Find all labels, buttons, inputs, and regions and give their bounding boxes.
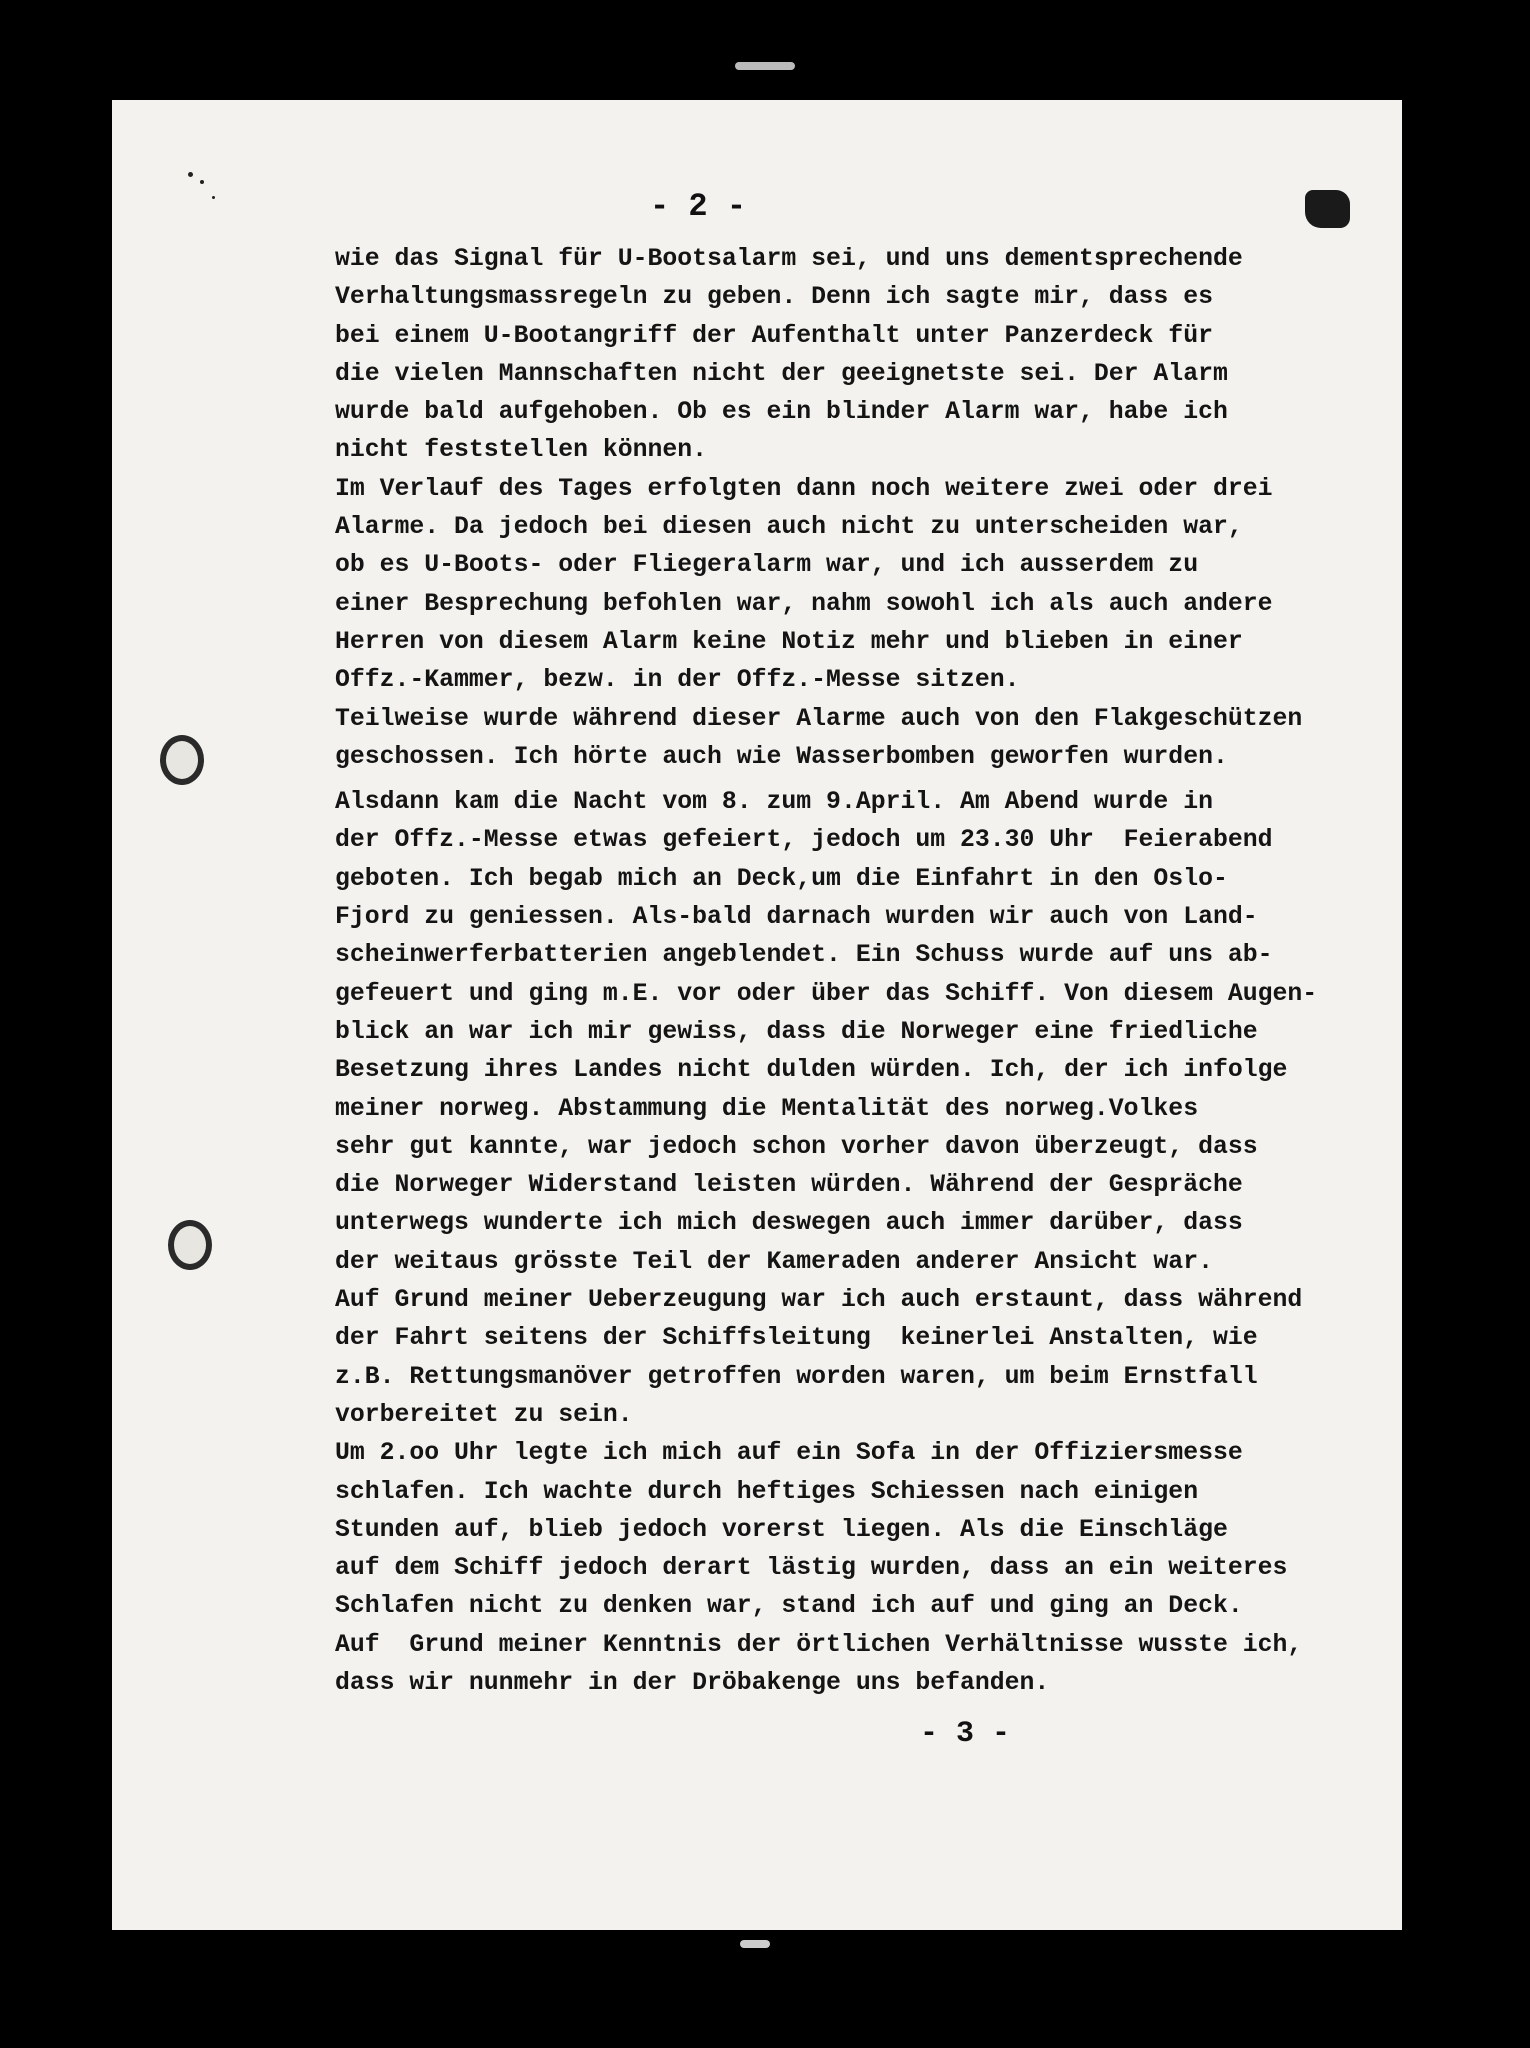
- text-line: Auf Grund meiner Ueberzeugung war ich auch erstaunt, dass während: [335, 1286, 1303, 1315]
- punch-hole-upper: [160, 735, 204, 785]
- punch-hole-lower: [168, 1220, 212, 1270]
- ink-speck: [200, 180, 204, 184]
- text-line: wurde bald aufgehoben. Ob es ein blinder Alarm war, habe ich: [335, 398, 1228, 427]
- text-line: nicht feststellen können.: [335, 436, 708, 465]
- text-line: unterwegs wunderte ich mich deswegen auch immer darüber, dass: [335, 1209, 1243, 1238]
- text-line: blick an war ich mir gewiss, dass die Norweger eine friedliche: [335, 1017, 1258, 1046]
- text-line: Im Verlauf des Tages erfolgten dann noch weitere zwei oder drei: [335, 474, 1273, 503]
- text-line: meiner norweg. Abstammung die Mentalität des norweg.Volkes: [335, 1094, 1199, 1123]
- text-line: dass wir nunmehr in der Dröbakenge uns befanden.: [335, 1668, 1050, 1697]
- text-line: auf dem Schiff jedoch derart lästig wurden, dass an ein weiteres: [335, 1554, 1288, 1583]
- text-line: Auf Grund meiner Kenntnis der örtlichen Verhältnisse wusste ich,: [335, 1630, 1303, 1659]
- text-line: vorbereitet zu sein.: [335, 1400, 633, 1429]
- text-line: bei einem U-Bootangriff der Aufenthalt unter Panzerdeck für: [335, 321, 1213, 350]
- text-line: ob es U-Boots- oder Fliegeralarm war, und ich ausserdem zu: [335, 551, 1199, 580]
- text-line: Besetzung ihres Landes nicht dulden würden. Ich, der ich infolge: [335, 1056, 1288, 1085]
- text-line: der weitaus grösste Teil der Kameraden anderer Ansicht war.: [335, 1247, 1213, 1276]
- text-line: gefeuert und ging m.E. vor oder über das Schiff. Von diesem Augen-: [335, 979, 1318, 1008]
- text-line: Stunden auf, blieb jedoch vorerst liegen. Als die Einschläge: [335, 1515, 1228, 1544]
- text-line: der Offz.-Messe etwas gefeiert, jedoch um 23.30 Uhr Feierabend: [335, 826, 1273, 855]
- text-line: scheinwerferbatterien angeblendet. Ein Schuss wurde auf uns ab-: [335, 941, 1273, 970]
- typewritten-body: [335, 240, 1375, 1702]
- text-line: z.B. Rettungsmanöver getroffen worden waren, um beim Ernstfall: [335, 1362, 1258, 1391]
- text-line: Schlafen nicht zu denken war, stand ich auf und ging an Deck.: [335, 1592, 1243, 1621]
- ink-stamp-mark: [1305, 190, 1350, 228]
- text-line: wie das Signal für U-Bootsalarm sei, und uns dementsprechende: [335, 245, 1243, 273]
- text-line: Herren von diesem Alarm keine Notiz mehr und blieben in einer: [335, 627, 1243, 656]
- text-line: die Norweger Widerstand leisten würden. Während der Gespräche: [335, 1171, 1243, 1200]
- ink-speck: [212, 196, 215, 199]
- scan-edge-mark: [735, 62, 795, 70]
- page-number-top: - 2 -: [650, 188, 747, 225]
- text-line: Verhaltungsmassregeln zu geben. Denn ich sagte mir, dass es: [335, 283, 1213, 312]
- text-line: Fjord zu geniessen. Als-bald darnach wurden wir auch von Land-: [335, 903, 1258, 932]
- text-line: Um 2.oo Uhr legte ich mich auf ein Sofa in der Offiziersmesse: [335, 1439, 1243, 1468]
- text-line: die vielen Mannschaften nicht der geeignetste sei. Der Alarm: [335, 359, 1228, 388]
- text-line: sehr gut kannte, war jedoch schon vorher davon überzeugt, dass: [335, 1132, 1258, 1161]
- ink-speck: [188, 172, 193, 177]
- text-line: Teilweise wurde während dieser Alarme auch von den Flakgeschützen: [335, 704, 1303, 733]
- text-line: Offz.-Kammer, bezw. in der Offz.-Messe sitzen.: [335, 666, 1020, 695]
- text-line: Alsdann kam die Nacht vom 8. zum 9.April. Am Abend wurde in: [335, 788, 1213, 817]
- text-line: der Fahrt seitens der Schiffsleitung keinerlei Anstalten, wie: [335, 1324, 1258, 1353]
- scan-edge-mark: [740, 1940, 770, 1948]
- text-line: geboten. Ich begab mich an Deck,um die Einfahrt in den Oslo-: [335, 864, 1228, 893]
- text-line: Alarme. Da jedoch bei diesen auch nicht zu unterscheiden war,: [335, 513, 1243, 542]
- page-number-bottom: - 3 -: [920, 1717, 1011, 1751]
- text-line: geschossen. Ich hörte auch wie Wasserbomben geworfen wurden.: [335, 742, 1228, 771]
- text-line: einer Besprechung befohlen war, nahm sowohl ich als auch andere: [335, 589, 1273, 618]
- text-line: schlafen. Ich wachte durch heftiges Schiessen nach einigen: [335, 1477, 1199, 1506]
